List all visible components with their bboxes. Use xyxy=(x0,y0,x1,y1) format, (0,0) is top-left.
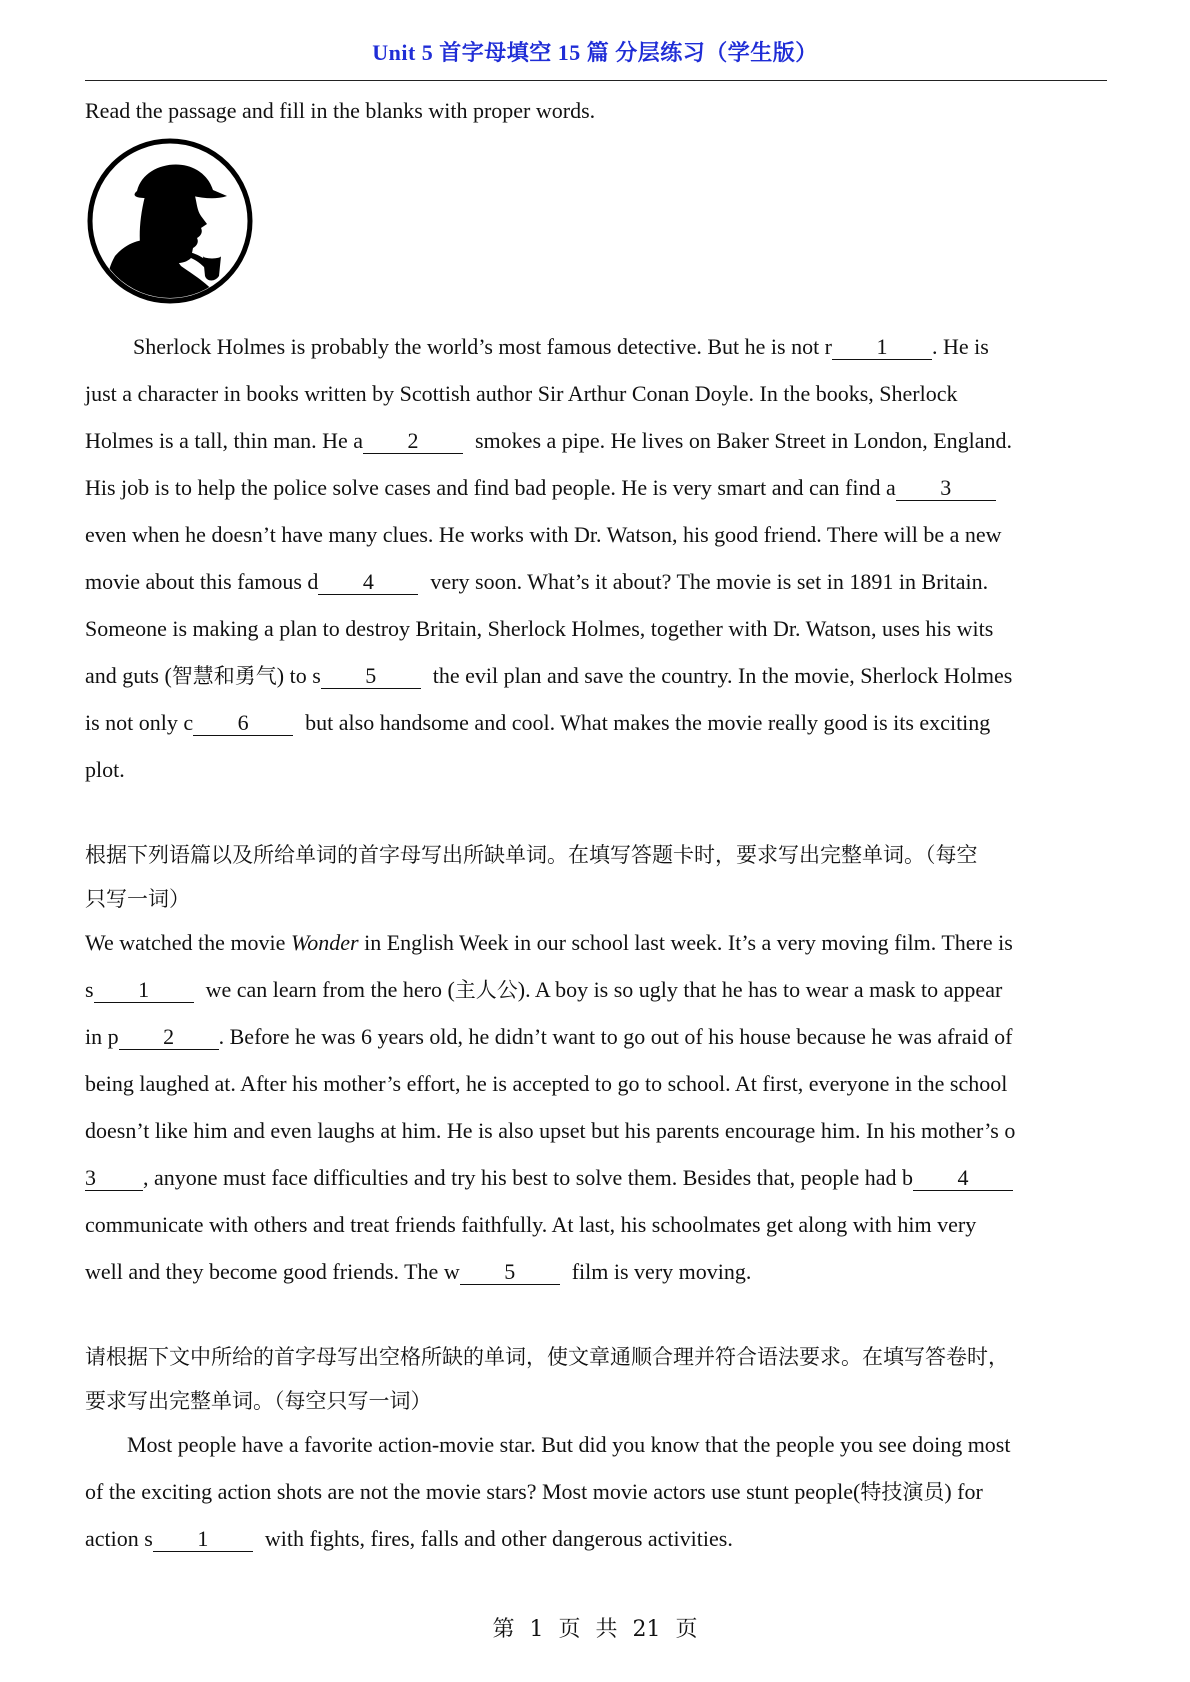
text-run: well and they become good friends. The w xyxy=(85,1259,460,1284)
text-run: ) to s xyxy=(276,663,321,688)
blank-1[interactable]: 1 xyxy=(94,978,194,1003)
passage-1-line xyxy=(85,565,1107,612)
text-run: we can learn from the hero ( xyxy=(205,977,455,1002)
text-run: . Before he was 6 years old, he didn’t want to go out of his house because he was afraid of xyxy=(218,1024,1013,1049)
text-run: ) for xyxy=(944,1479,983,1504)
text-run: Sherlock Holmes is probably the world’s most famous detective. But he is not r xyxy=(133,334,833,359)
passage-2-instruction: 只写一词） xyxy=(85,887,190,911)
passage-2 xyxy=(85,838,1107,1302)
blank-6[interactable]: 6 xyxy=(193,711,293,736)
movie-title: Wonder xyxy=(290,930,359,955)
text-run: film is very moving. xyxy=(571,1259,752,1284)
text-run: in p xyxy=(85,1024,119,1049)
blank-5[interactable]: 5 xyxy=(460,1260,560,1285)
text-run: s xyxy=(85,977,94,1002)
passage-1-line: just a character in books written by Scottish author Sir Arthur Conan Doyle. In the books, Sherlock xyxy=(85,381,958,406)
passage-1-line xyxy=(85,424,1107,471)
passage-1 xyxy=(85,94,1107,800)
text-run: smokes a pipe. He lives on Baker Street in London, England. xyxy=(475,428,1013,453)
text-run: and guts ( xyxy=(85,663,172,688)
passage-1-instruction: Read the passage and fill in the blanks with proper words. xyxy=(85,98,596,123)
blank-1[interactable]: 1 xyxy=(832,335,932,360)
passage-3 xyxy=(85,1340,1107,1569)
passage-1-line xyxy=(85,471,1107,518)
text-run: Holmes is a tall, thin man. He a xyxy=(85,428,363,453)
passage-2-line: communicate with others and treat friends faithfully. At last, his schoolmates get along with him very xyxy=(85,1212,977,1237)
text-run: in English Week in our school last week. It’s a very moving film. There is xyxy=(358,930,1013,955)
passage-1-line xyxy=(85,330,1107,377)
header-divider xyxy=(85,80,1107,81)
sherlock-silhouette-icon xyxy=(85,136,1107,316)
passage-2-line xyxy=(85,973,1107,1020)
passage-1-line: even when he doesn’t have many clues. He works with Dr. Watson, his good friend. There will be a new xyxy=(85,522,1002,547)
passage-2-instruction: 根据下列语篇以及所给单词的首字母写出所缺单词。在填写答题卡时，要求写出完整单词。（每空 xyxy=(85,843,978,867)
page-footer: 第 1 页 共 21 页 xyxy=(492,1617,698,1642)
passage-3-line xyxy=(85,1522,1107,1569)
passage-3-line xyxy=(85,1475,1107,1522)
text-run: the evil plan and save the country. In the movie, Sherlock Holmes xyxy=(432,663,1013,688)
passage-2-line xyxy=(85,926,1107,973)
text-run: action s xyxy=(85,1526,153,1551)
blank-2[interactable]: 2 xyxy=(119,1025,219,1050)
page-content xyxy=(85,94,1107,1569)
text-run: is not only c xyxy=(85,710,194,735)
text-run: but also handsome and cool. What makes the movie really good is its exciting xyxy=(305,710,991,735)
passage-1-line: plot. xyxy=(85,757,125,782)
text-run: 智慧和勇气 xyxy=(171,664,277,688)
passage-2-line: doesn’t like him and even laughs at him. He is also upset but his parents encourage him. In his mother’s o xyxy=(85,1118,1016,1143)
text-run: of the exciting action shots are not the movie stars? Most movie actors use stunt people( xyxy=(85,1479,861,1504)
text-run: 特技演员 xyxy=(860,1480,945,1504)
passage-2-line: being laughed at. After his mother’s effort, he is accepted to go to school. At first, everyone in the school xyxy=(85,1071,1008,1096)
text-run: We watched the movie xyxy=(85,930,291,955)
passage-3-line: Most people have a favorite action-movie star. But did you know that the people you see doing most xyxy=(127,1432,1011,1457)
text-run: ). A boy is so ugly that he has to wear a mask to appear xyxy=(517,977,1003,1002)
passage-2-line xyxy=(85,1020,1107,1067)
text-run: very soon. What’s it about? The movie is set in 1891 in Britain. xyxy=(430,569,989,594)
passage-1-line xyxy=(85,659,1107,706)
text-run: . He is xyxy=(932,334,989,359)
text-run: , anyone must face difficulties and try his best to solve them. Besides that, people had b xyxy=(143,1165,914,1190)
text-run: with fights, fires, falls and other dangerous activities. xyxy=(264,1526,733,1551)
passage-3-instruction: 请根据下文中所给的首字母写出空格所缺的单词，使文章通顺合理并符合语法要求。在填写答卷时， xyxy=(85,1345,1009,1369)
blank-2[interactable]: 2 xyxy=(363,429,463,454)
blank-4[interactable]: 4 xyxy=(318,570,418,595)
blank-3[interactable]: 3 xyxy=(896,476,996,501)
blank-5[interactable]: 5 xyxy=(321,664,421,689)
passage-2-line xyxy=(85,1161,1107,1208)
blank-3[interactable]: 3 xyxy=(85,1166,143,1191)
sherlock-silhouette-icon xyxy=(85,136,255,306)
page-title: Unit 5 首字母填空 15 篇 分层练习（学生版） xyxy=(372,40,818,65)
blank-4[interactable]: 4 xyxy=(913,1166,1013,1191)
text-run: His job is to help the police solve cases and find bad people. He is very smart and can find a xyxy=(85,475,896,500)
text-run: 主人公 xyxy=(454,978,518,1002)
passage-2-line xyxy=(85,1255,1107,1302)
passage-1-line xyxy=(85,706,1107,753)
blank-1[interactable]: 1 xyxy=(153,1527,253,1552)
text-run: movie about this famous d xyxy=(85,569,319,594)
passage-1-line: Someone is making a plan to destroy Britain, Sherlock Holmes, together with Dr. Watson, uses his wits xyxy=(85,616,994,641)
passage-3-instruction: 要求写出完整单词。（每空只写一词） xyxy=(85,1389,432,1413)
